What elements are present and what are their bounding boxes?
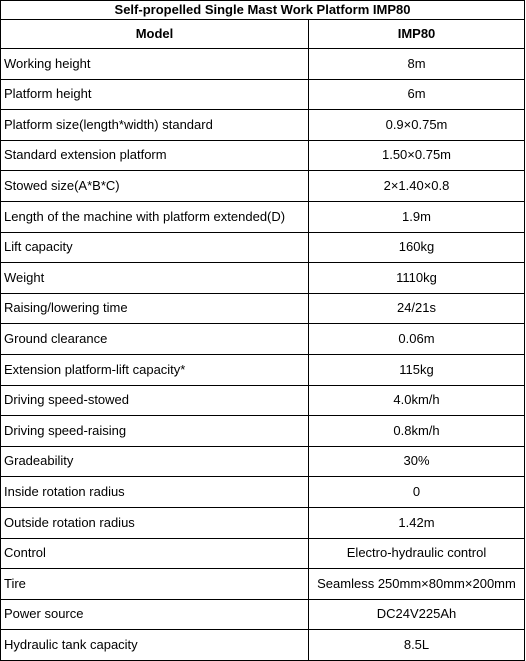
spec-value: Seamless 250mm×80mm×200mm — [309, 569, 525, 600]
spec-value: 1.9m — [309, 201, 525, 232]
table-row — [1, 232, 525, 263]
spec-label: Ground clearance — [1, 324, 309, 355]
spec-label: Working height — [1, 49, 309, 80]
table-row — [1, 446, 525, 477]
spec-value: 30% — [309, 446, 525, 477]
table-row — [1, 599, 525, 630]
spec-value: 8.5L — [309, 630, 525, 661]
spec-label: Standard extension platform — [1, 140, 309, 171]
table-row — [1, 569, 525, 600]
table-row — [1, 354, 525, 385]
table-row — [1, 79, 525, 110]
spec-label: Raising/lowering time — [1, 293, 309, 324]
table-title: Self-propelled Single Mast Work Platform IMP80 — [1, 1, 525, 20]
table-row — [1, 201, 525, 232]
spec-value: 1110kg — [309, 263, 525, 294]
spec-label: Inside rotation radius — [1, 477, 309, 508]
spec-label: Tire — [1, 569, 309, 600]
table-row — [1, 324, 525, 355]
spec-value: Electro-hydraulic control — [309, 538, 525, 569]
spec-value: 6m — [309, 79, 525, 110]
table-row — [1, 293, 525, 324]
spec-label: Stowed size(A*B*C) — [1, 171, 309, 202]
spec-label: Hydraulic tank capacity — [1, 630, 309, 661]
table-row — [1, 110, 525, 141]
spec-value: DC24V225Ah — [309, 599, 525, 630]
spec-label: Length of the machine with platform extended(D) — [1, 201, 309, 232]
header-row — [1, 20, 525, 49]
header-model-name: IMP80 — [309, 20, 525, 49]
spec-value: 8m — [309, 49, 525, 80]
spec-value: 1.50×0.75m — [309, 140, 525, 171]
spec-value: 115kg — [309, 354, 525, 385]
table-row — [1, 385, 525, 416]
table-row — [1, 630, 525, 661]
table-row — [1, 263, 525, 294]
table-row — [1, 416, 525, 447]
spec-value: 0.06m — [309, 324, 525, 355]
spec-label: Weight — [1, 263, 309, 294]
table-row — [1, 171, 525, 202]
spec-label: Control — [1, 538, 309, 569]
spec-value: 2×1.40×0.8 — [309, 171, 525, 202]
spec-label: Platform height — [1, 79, 309, 110]
spec-label: Platform size(length*width) standard — [1, 110, 309, 141]
spec-label: Extension platform-lift capacity* — [1, 354, 309, 385]
spec-label: Gradeability — [1, 446, 309, 477]
title-row — [1, 1, 525, 20]
spec-label: Power source — [1, 599, 309, 630]
spec-label: Driving speed-stowed — [1, 385, 309, 416]
table-row — [1, 538, 525, 569]
spec-value: 0 — [309, 477, 525, 508]
spec-label: Driving speed-raising — [1, 416, 309, 447]
spec-label: Outside rotation radius — [1, 507, 309, 538]
table-row — [1, 507, 525, 538]
spec-value: 4.0km/h — [309, 385, 525, 416]
spec-value: 0.8km/h — [309, 416, 525, 447]
spec-value: 24/21s — [309, 293, 525, 324]
spec-label: Lift capacity — [1, 232, 309, 263]
spec-value: 160kg — [309, 232, 525, 263]
table-row — [1, 49, 525, 80]
spec-value: 0.9×0.75m — [309, 110, 525, 141]
table-row — [1, 140, 525, 171]
table-row — [1, 477, 525, 508]
header-model: Model — [1, 20, 309, 49]
spec-value: 1.42m — [309, 507, 525, 538]
